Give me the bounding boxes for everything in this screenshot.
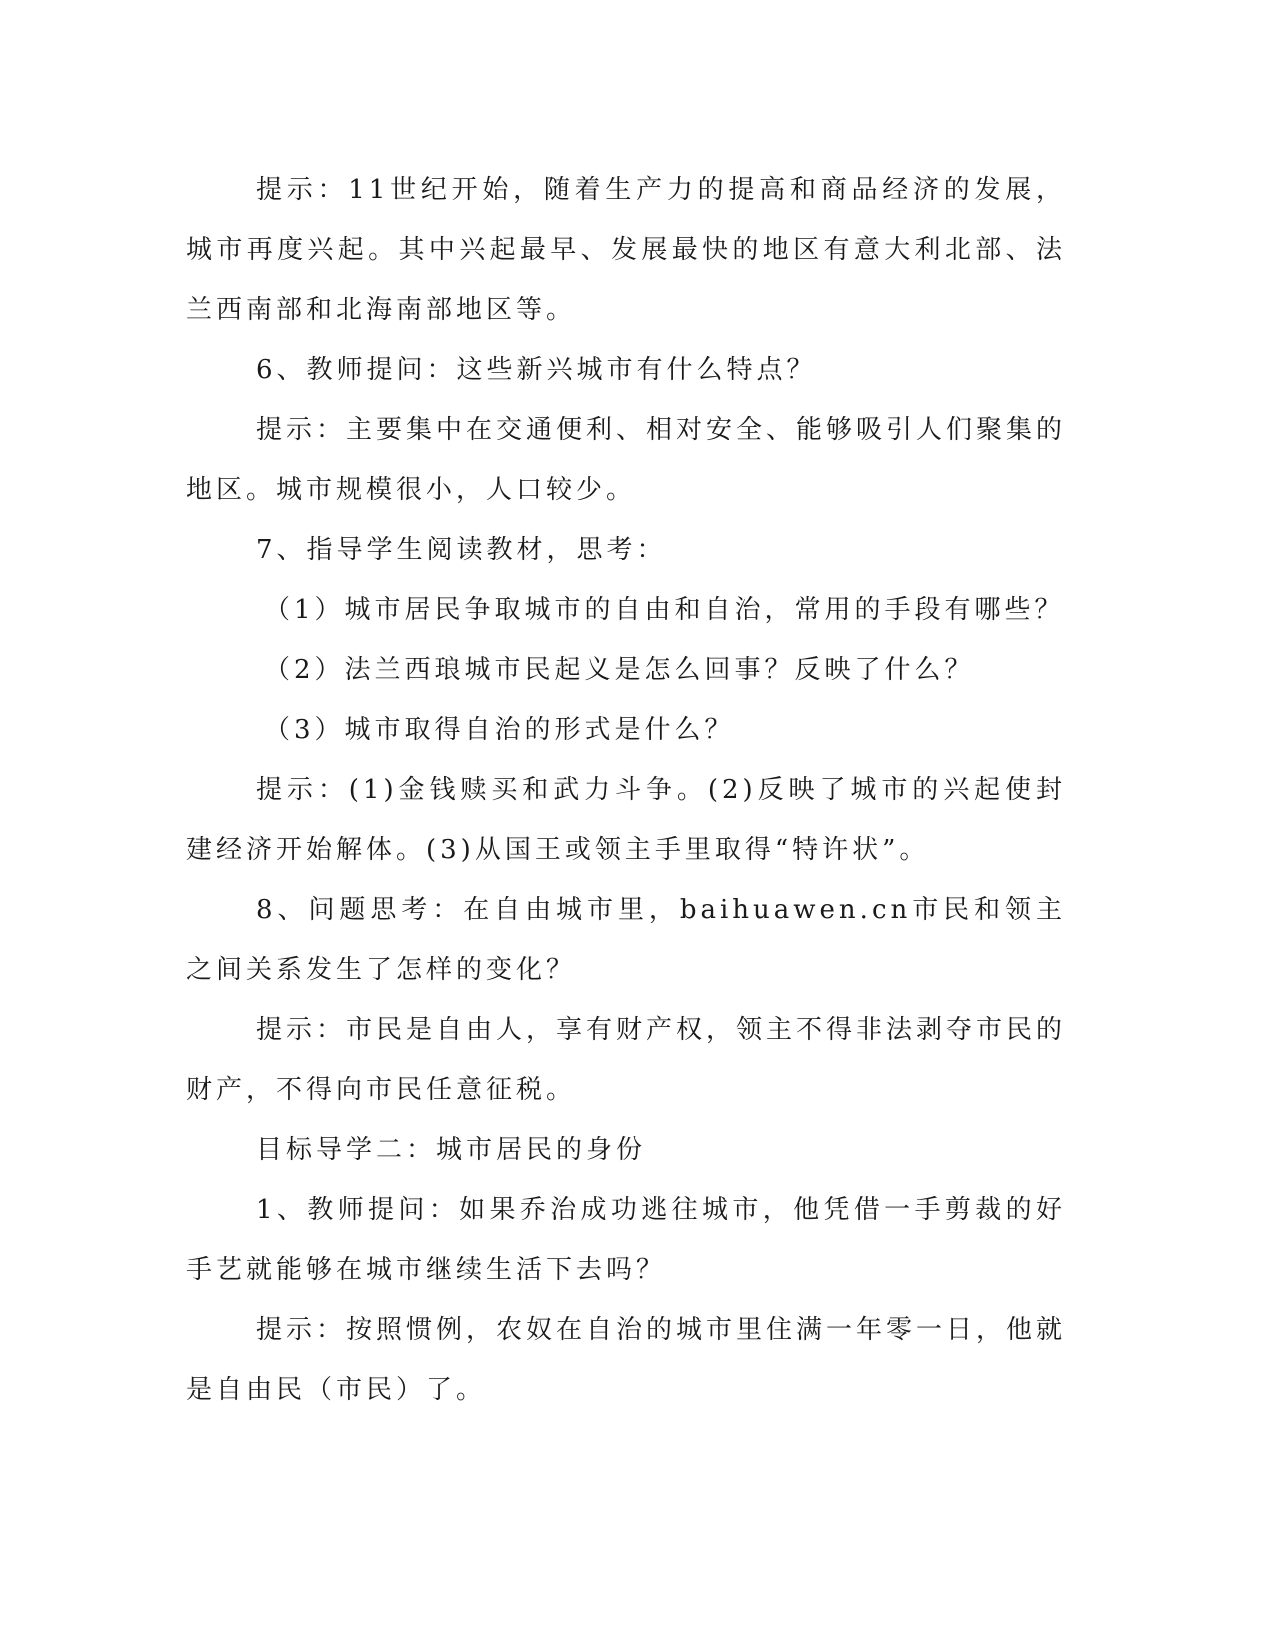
paragraph-hint-serf: 提示：按照惯例，农奴在自治的城市里住满一年零一日，他就是自由民（市民）了。	[186, 1315, 1067, 1405]
paragraph-question-8: 8、问题思考：在自由城市里，baihuawen.cn市民和领主之间关系发生了怎样的变化？	[186, 895, 1066, 985]
paragraph-hint-citizens: 提示：市民是自由人，享有财产权，领主不得非法剥夺市民的财产，不得向市民任意征税。	[186, 1015, 1067, 1105]
paragraph-instruction-7: 7、指导学生阅读教材，思考：	[256, 535, 667, 565]
paragraph-question-1: 1、教师提问：如果乔治成功逃往城市，他凭借一手剪裁的好手艺就能够在城市继续生活下去吗？	[186, 1195, 1066, 1285]
document-body	[186, 160, 1066, 1420]
paragraph-hint-answers: 提示：(1)金钱赎买和武力斗争。(2)反映了城市的兴起使封建经济开始解体。(3)从国王或领主手里取得“特许状”。	[186, 775, 1066, 865]
section-heading-goal-2: 目标导学二：城市居民的身份	[256, 1135, 647, 1165]
paragraph-subquestion-2: （2）法兰西琅城市民起义是怎么回事？反映了什么？	[264, 655, 975, 685]
paragraph-hint-city-features: 提示：主要集中在交通便利、相对安全、能够吸引人们聚集的地区。城市规模很小，人口较少。	[186, 415, 1067, 505]
paragraph-subquestion-1: （1）城市居民争取城市的自由和自治，常用的手段有哪些？	[264, 595, 1065, 625]
paragraph-hint-city-rise: 提示：11世纪开始，随着生产力的提高和商品经济的发展，城市再度兴起。其中兴起最早、发展最快的地区有意大利北部、法兰西南部和北海南部地区等。	[186, 175, 1066, 325]
paragraph-subquestion-3: （3）城市取得自治的形式是什么？	[264, 715, 735, 745]
paragraph-question-6: 6、教师提问：这些新兴城市有什么特点？	[256, 355, 817, 385]
